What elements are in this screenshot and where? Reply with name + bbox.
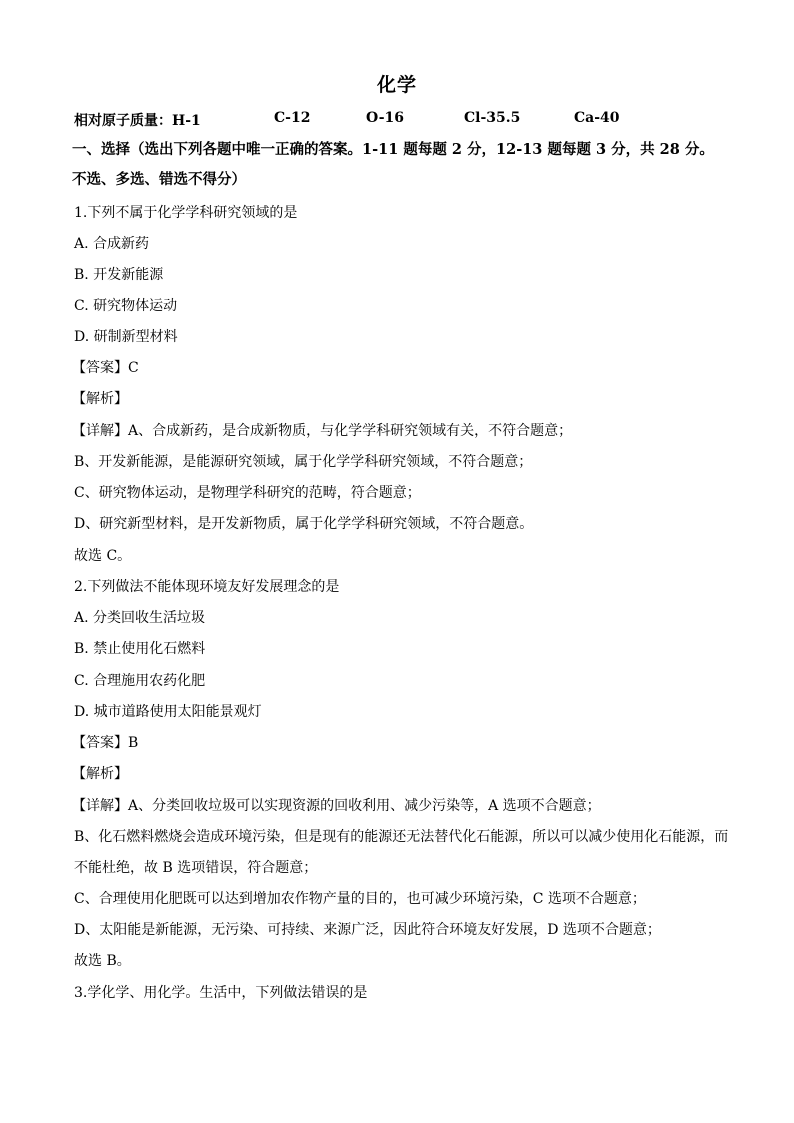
- option-c: C. 研究物体运动: [74, 298, 178, 314]
- option-b: B. 禁止使用化石燃料: [74, 641, 206, 657]
- atomic-mass-item: Cl-35.5: [464, 110, 521, 126]
- detail-line: 【详解】A、合成新药，是合成新物质，与化学学科研究领域有关，不符合题意；: [72, 423, 573, 439]
- option-c: C. 合理施用农药化肥: [74, 673, 206, 689]
- analysis-label: 【解析】: [72, 391, 128, 407]
- detail-line: C、合理使用化肥既可以达到增加农作物产量的目的，也可减少环境污染，C 选项不合题意；: [74, 891, 646, 907]
- atomic-mass-label: 相对原子质量：H-1: [74, 113, 201, 129]
- atomic-mass-item: C-12: [274, 110, 311, 126]
- question-stem: 2.下列做法不能体现环境友好发展理念的是: [74, 579, 340, 595]
- option-a: A. 合成新药: [74, 236, 150, 252]
- atomic-mass-item: O-16: [366, 110, 405, 126]
- detail-line: D、研究新型材料，是开发新物质，属于化学学科研究领域，不符合题意。: [74, 516, 534, 532]
- detail-line: 【详解】A、分类回收垃圾可以实现资源的回收利用、减少污染等，A 选项不合题意；: [72, 798, 601, 814]
- answer-label: 【答案】C: [72, 360, 139, 376]
- conclusion: 故选 C。: [74, 548, 132, 564]
- detail-line: C、研究物体运动，是物理学科研究的范畴，符合题意；: [74, 485, 421, 501]
- page-title: 化学: [376, 74, 417, 96]
- section-heading-cont: 不选、多选、错选不得分）: [72, 171, 246, 188]
- detail-line: 不能杜绝，故 B 选项错误，符合题意；: [74, 860, 318, 876]
- analysis-label: 【解析】: [72, 766, 128, 782]
- option-a: A. 分类回收生活垃圾: [74, 610, 206, 626]
- answer-label: 【答案】B: [72, 735, 139, 751]
- atomic-mass-item: Ca-40: [574, 110, 620, 126]
- detail-line: D、太阳能是新能源，无污染、可持续、来源广泛，因此符合环境友好发展，D 选项不合题意；: [74, 922, 661, 938]
- detail-line: B、开发新能源，是能源研究领域，属于化学学科研究领域，不符合题意；: [74, 454, 533, 470]
- option-d: D. 研制新型材料: [74, 329, 178, 345]
- option-b: B. 开发新能源: [74, 267, 164, 283]
- question-stem: 1.下列不属于化学学科研究领域的是: [74, 205, 298, 221]
- option-d: D. 城市道路使用太阳能景观灯: [74, 704, 262, 720]
- question-stem: 3.学化学、用化学。生活中，下列做法错误的是: [74, 985, 368, 1001]
- section-heading: 一、选择（选出下列各题中唯一正确的答案。1-11 题每题 2 分，12-13 题每题 3 分，共 28 分。: [72, 141, 714, 158]
- conclusion: 故选 B。: [74, 953, 131, 969]
- detail-line: B、化石燃料燃烧会造成环境污染，但是现有的能源还无法替代化石能源，所以可以减少使用化石能源，而: [74, 829, 729, 845]
